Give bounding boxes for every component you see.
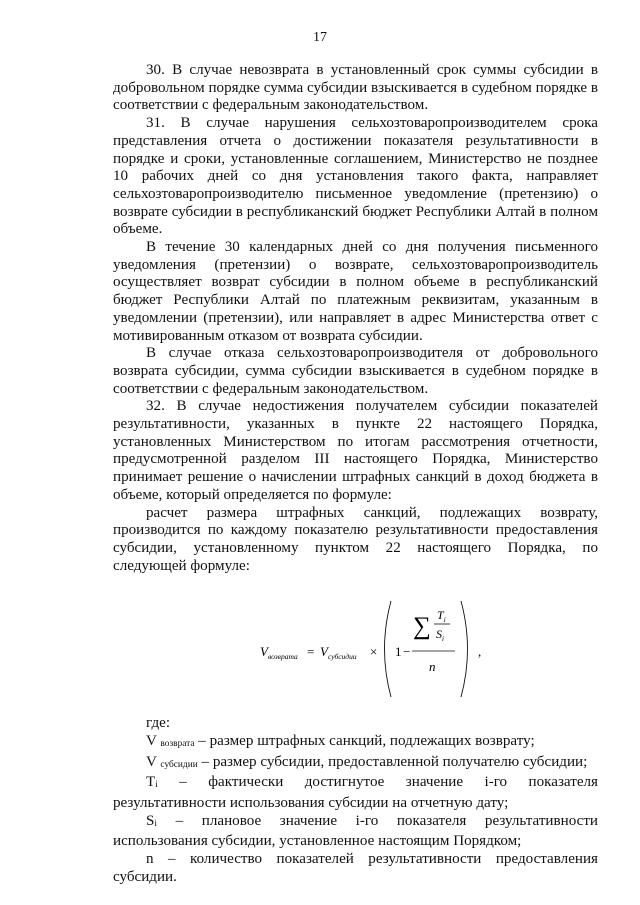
paragraph-32-calculation: расчет размера штрафных санкций, подлежащих возврату, производится по каждому показателю результативности предоставления субсидии, установленному пунктом 22 настоящего Порядка, по следующей формуле: xyxy=(113,504,598,574)
paragraph-30: 30. В случае невозврата в установленный срок суммы субсидии в добровольном порядке сумма субсидии взыскивается в судебном порядке в соответствии с федеральным законодательством. xyxy=(113,62,598,114)
paragraph-31-deadline: В течение 30 календарных дней со дня получения письменного уведомления (претензии) о возврате, сельхозтоваропроизводитель осуществляет возврат субсидии в полном объеме в республиканский бюджет Республики Алтай по платежным реквизитам, указанным в уведомлении (претензии), или направляет в адрес Министерства ответ с мотивированным отказом от возврата субсидии. xyxy=(113,239,598,344)
formula-s-i: $S_i$ xyxy=(436,627,444,644)
left-paren xyxy=(385,601,392,697)
definition-s-i: $S_i$ – плановое значение i-го показателя результативности использования субсидии, установленное настоящим Порядком; xyxy=(113,812,598,850)
paragraph-31-refusal: В случае отказа сельхозтоваропроизводителя от добровольного возврата субсидии, сумма субсидии взыскивается в судебном порядке в соответствии с федеральным законодательством. xyxy=(113,345,598,397)
right-paren xyxy=(461,601,468,697)
formula-n: n xyxy=(429,659,436,675)
definition-n: n – количество показателей результативности предоставления субсидии. xyxy=(113,851,598,885)
definitions xyxy=(113,715,598,886)
definition-v-subsidy: V $_{субсидии}$ – размер субсидии, предоставленной получателю субсидии; xyxy=(146,753,588,770)
where-label: где: xyxy=(146,715,171,732)
formula-times: × xyxy=(370,644,378,660)
formula-v-subsidy: $V_{субсидии}$ xyxy=(320,644,357,662)
formula-t-i: $T_i$ xyxy=(437,608,446,625)
document-body xyxy=(113,62,598,886)
formula-equals: = xyxy=(307,644,315,660)
paragraph-32: 32. В случае недостижения получателем субсидии показателей результативности, указанных в пункте 22 настоящего Порядка, установленных Министерством по итогам рассмотрения отчетности, предусмотренной разделом III настоящего Порядка, Министерство принимает решение о начислении штрафных санкций в доход бюджета в объеме, который определяется по формуле: xyxy=(113,398,598,503)
definition-t-i: $T_i$ – фактически достигнутое значение i-го показателя результативности использования субсидии на отчетную дату; xyxy=(113,774,598,811)
paragraph-31: 31. В случае нарушения сельхозтоваропроизводителем срока представления отчета о достижении показателя результативности в порядке и сроки, установленные соглашением, Министерство не позднее 10 рабочих дней со дня установления такого факта, направляет сельхозтоваропроизводителю письменное уведомление (претензию) о возврате субсидии в республиканский бюджет Республики Алтай в полном объеме. xyxy=(113,115,598,238)
definition-v-return: V $_{возврата}$ – размер штрафных санкций, подлежащих возврату; xyxy=(146,733,535,750)
formula-comma: , xyxy=(478,644,482,660)
formula-svg xyxy=(260,595,490,703)
formula-one: 1 xyxy=(395,644,402,660)
page-number: 17 xyxy=(313,30,327,45)
formula-v-return: $V_{возврата}$ xyxy=(260,644,298,662)
sum-sign: ∑ xyxy=(413,613,431,641)
penalty-formula xyxy=(113,581,598,711)
formula-minus: − xyxy=(403,644,411,660)
